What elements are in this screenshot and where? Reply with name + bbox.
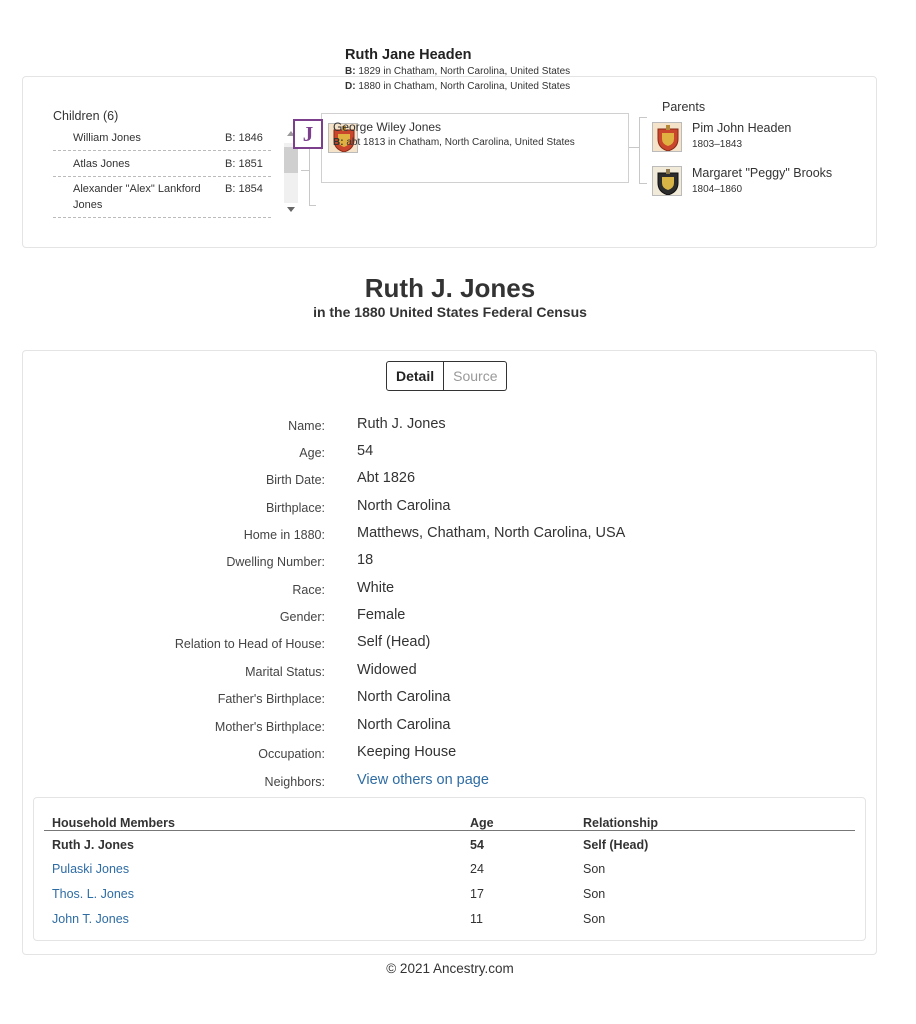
field-label: Occupation: xyxy=(258,747,325,761)
tab-source[interactable]: Source xyxy=(444,361,507,391)
tree-connector xyxy=(639,117,640,183)
j-initial-icon: J xyxy=(293,119,323,149)
field-label: Home in 1880: xyxy=(243,528,325,542)
field-label: Mother's Birthplace: xyxy=(214,720,325,734)
member-age: 17 xyxy=(470,887,484,901)
field-label: Name: xyxy=(288,419,325,433)
field-row xyxy=(0,443,900,463)
tree-connector xyxy=(301,170,310,171)
child-birth: B: 1851 xyxy=(225,158,263,170)
copyright-footer: © 2021 Ancestry.com xyxy=(386,961,514,976)
field-row xyxy=(0,607,900,627)
field-value: White xyxy=(357,580,395,596)
field-label: Relation to Head of House: xyxy=(174,637,325,651)
birth-value: abt 1813 in Chatham, North Carolina, United States xyxy=(346,137,575,148)
tree-connector xyxy=(309,205,316,206)
tree-connector xyxy=(629,147,639,148)
field-row xyxy=(0,717,900,737)
member-name-link[interactable]: Thos. L. Jones xyxy=(52,887,134,901)
field-label: Race: xyxy=(292,583,325,597)
field-value: Abt 1826 xyxy=(357,470,416,486)
divider xyxy=(53,176,271,177)
field-value: Matthews, Chatham, North Carolina, USA xyxy=(357,525,626,541)
tab-detail[interactable]: Detail xyxy=(386,361,444,391)
death-value: 1880 in Chatham, North Carolina, United States xyxy=(358,81,571,92)
field-label: Father's Birthplace: xyxy=(217,692,325,706)
field-label: Gender: xyxy=(279,610,325,624)
field-row xyxy=(0,634,900,654)
field-value: Widowed xyxy=(357,662,417,678)
field-value: 18 xyxy=(357,552,374,568)
tree-connector xyxy=(639,117,647,118)
divider xyxy=(53,217,271,218)
field-row xyxy=(0,498,900,518)
coat-of-arms-icon xyxy=(652,166,682,196)
field-row xyxy=(0,580,900,600)
member-relationship: Son xyxy=(583,887,606,901)
page-title: Ruth J. Jones xyxy=(364,273,536,303)
field-row xyxy=(0,525,900,545)
column-header-name: Household Members xyxy=(52,816,175,830)
member-name-link[interactable]: John T. Jones xyxy=(52,912,129,926)
coat-of-arms-icon xyxy=(652,122,682,152)
record-tabs xyxy=(386,361,507,391)
children-title: Children (6) xyxy=(53,109,119,123)
field-row xyxy=(0,772,900,792)
field-label: Birth Date: xyxy=(265,473,325,487)
column-header-relationship: Relationship xyxy=(583,816,659,830)
birth-label: B: xyxy=(345,66,356,77)
member-relationship: Self (Head) xyxy=(583,838,649,852)
field-label: Birthplace: xyxy=(265,501,325,515)
family-panel xyxy=(22,76,877,248)
parent-dates: 1804–1860 xyxy=(692,184,743,195)
spouse-name[interactable]: George Wiley Jones xyxy=(333,120,442,134)
member-name: Ruth J. Jones xyxy=(52,838,134,852)
child-birth: B: 1846 xyxy=(225,132,263,144)
field-row xyxy=(0,416,900,436)
scroll-down-icon[interactable] xyxy=(287,207,295,212)
field-row xyxy=(0,470,900,490)
child-name[interactable]: William Jones xyxy=(73,132,141,144)
child-name[interactable]: Alexander "Alex" Lankford Jones xyxy=(73,183,201,211)
field-value: Keeping House xyxy=(357,744,457,760)
parent-dates: 1803–1843 xyxy=(692,139,743,150)
field-value: 54 xyxy=(357,443,374,459)
column-header-age: Age xyxy=(470,816,494,830)
field-value: Ruth J. Jones xyxy=(357,416,446,432)
parent-name[interactable]: Margaret "Peggy" Brooks xyxy=(692,166,833,180)
field-label: Dwelling Number: xyxy=(226,555,325,569)
parents-title: Parents xyxy=(662,100,706,114)
field-label: Neighbors: xyxy=(264,775,325,789)
member-relationship: Son xyxy=(583,912,606,926)
field-row xyxy=(0,662,900,682)
child-name[interactable]: Atlas Jones xyxy=(73,158,130,170)
child-birth: B: 1854 xyxy=(225,183,263,195)
focus-person-birth xyxy=(345,66,570,77)
field-value: North Carolina xyxy=(357,498,451,514)
tree-connector xyxy=(639,183,647,184)
scroll-thumb[interactable] xyxy=(284,147,298,173)
field-row xyxy=(0,552,900,572)
member-name-link[interactable]: Pulaski Jones xyxy=(52,862,130,876)
birth-value: 1829 in Chatham, North Carolina, United States xyxy=(358,66,571,77)
member-age: 11 xyxy=(470,912,483,926)
death-label: D: xyxy=(345,81,356,92)
spouse-birth xyxy=(333,137,575,148)
field-label: Age: xyxy=(299,446,325,460)
field-row xyxy=(0,744,900,764)
neighbors-link[interactable]: View others on page xyxy=(357,772,489,788)
field-label: Marital Status: xyxy=(245,665,325,679)
divider xyxy=(44,830,855,831)
page-subtitle: in the 1880 United States Federal Census xyxy=(313,304,587,320)
member-relationship: Son xyxy=(583,862,606,876)
field-value: North Carolina xyxy=(357,689,451,705)
field-row xyxy=(0,689,900,709)
focus-person-death xyxy=(345,81,570,92)
field-value: Female xyxy=(357,607,406,623)
member-age: 24 xyxy=(470,862,484,876)
birth-label: B: xyxy=(333,137,344,148)
field-value: North Carolina xyxy=(357,717,451,733)
member-age: 54 xyxy=(470,838,484,852)
field-value: Self (Head) xyxy=(357,634,431,650)
focus-person-name[interactable]: Ruth Jane Headen xyxy=(345,47,472,63)
divider xyxy=(53,150,271,151)
parent-name[interactable]: Pim John Headen xyxy=(692,121,792,135)
